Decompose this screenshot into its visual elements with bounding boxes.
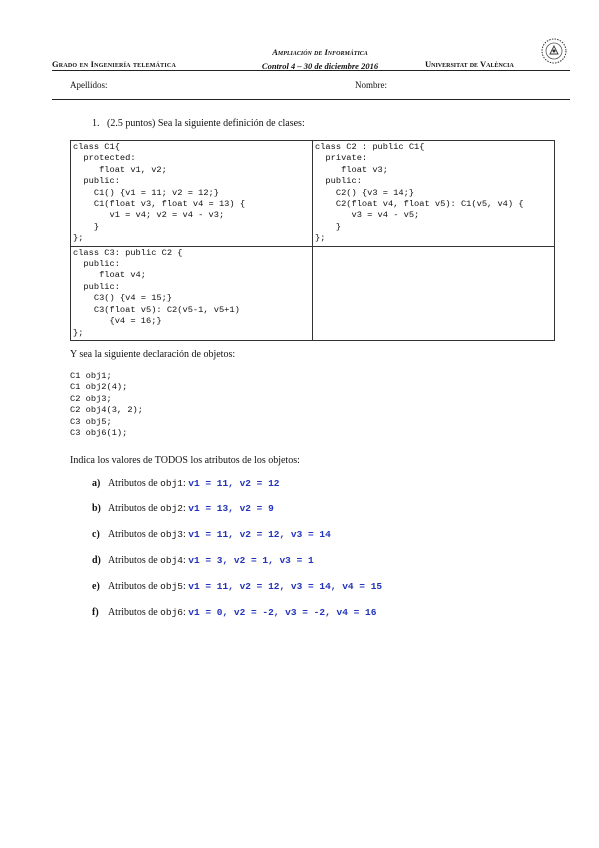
answer-letter: e) — [92, 581, 100, 592]
declarations-intro: Y sea la siguiente declaración de objetos: — [70, 349, 236, 360]
answer-object: obj4 — [160, 555, 183, 566]
answer-object: obj5 — [160, 581, 183, 592]
answer-object: obj1 — [160, 478, 183, 489]
answer-values: v1 = 13, v2 = 9 — [188, 503, 274, 514]
answer-values: v1 = 3, v2 = 1, v3 = 1 — [188, 555, 314, 566]
question-number: 1. — [92, 118, 100, 129]
object-declarations — [70, 371, 143, 439]
answer-object: obj6 — [160, 607, 183, 618]
empty-cell — [313, 246, 555, 340]
answer-prefix: Atributos de — [107, 529, 158, 540]
question-text: (2.5 puntos) Sea la siguiente definición de clases: — [107, 118, 305, 129]
answer-prefix: Atributos de — [107, 607, 158, 618]
university-seal-icon — [540, 37, 568, 65]
question-title — [92, 118, 305, 129]
answer-prefix: Atributos de — [107, 555, 158, 566]
answer-letter: d) — [92, 555, 101, 566]
answer-object: obj2 — [160, 503, 183, 514]
class-definitions-table — [70, 140, 555, 341]
answer-letter: a) — [92, 478, 101, 489]
name-label: Nombre: — [355, 80, 387, 90]
university-name: Universitat de València — [425, 59, 514, 69]
answer-f: f) Atributos de obj6: v1 = 0, v2 = -2, v3 = -2, v4 = 16 — [92, 607, 377, 618]
answer-values: v1 = 11, v2 = 12, v3 = 14, v4 = 15 — [188, 581, 383, 592]
answer-c: c) Atributos de obj3: v1 = 11, v2 = 12, v3 = 14 — [92, 529, 331, 540]
exam-title: Control 4 – 30 de diciembre 2016 — [261, 61, 379, 71]
header-rule — [52, 70, 570, 71]
answer-values: v1 = 11, v2 = 12 — [188, 478, 280, 489]
fields-rule — [52, 99, 570, 100]
answer-b: b) Atributos de obj2: v1 = 13, v2 = 9 — [92, 503, 274, 514]
exam-header — [240, 45, 400, 73]
class-c2-cell — [313, 141, 555, 247]
answer-object: obj3 — [160, 529, 183, 540]
answers-intro: Indica los valores de TODOS los atributos de los objetos: — [70, 455, 300, 466]
surname-label: Apellidos: — [70, 80, 108, 90]
answer-prefix: Atributos de — [107, 478, 158, 489]
class-c3-code: class C3: public C2 { public: float v4; public: C3() {v4 = 15;} C3(float v5): C2(v5-1, v5+1) {v4 = 16;} }; — [73, 247, 240, 338]
answer-e: e) Atributos de obj5: v1 = 11, v2 = 12, v3 = 14, v4 = 15 — [92, 581, 383, 592]
course-title: Ampliación de Informática — [272, 47, 368, 57]
answer-prefix: Atributos de — [107, 503, 158, 514]
answer-letter: c) — [92, 529, 100, 540]
class-c1-cell — [71, 141, 313, 247]
answer-letter: f) — [92, 607, 99, 618]
degree-title: Grado en Ingeniería telemática — [52, 59, 176, 69]
class-c3-cell — [71, 246, 313, 340]
answer-d: d) Atributos de obj4: v1 = 3, v2 = 1, v3 = 1 — [92, 555, 314, 566]
answer-values: v1 = 0, v2 = -2, v3 = -2, v4 = 16 — [188, 607, 377, 618]
declarations-code: C1 obj1; C1 obj2(4); C2 obj3; C2 obj4(3, 2); C3 obj5; C3 obj6(1); — [70, 371, 143, 439]
class-c2-code: class C2 : public C1{ private: float v3; public: C2() {v3 = 14;} C2(float v4, float v5): C1(v5, v4) { v3 = v4 - v5; } }; — [315, 142, 524, 244]
class-c1-code: class C1{ protected: float v1, v2; public: C1() {v1 = 11; v2 = 12;} C1(float v3, float v4 = 13) { v1 = v4; v2 = v4 - v3; } }; — [73, 142, 246, 244]
answer-letter: b) — [92, 503, 101, 514]
answer-values: v1 = 11, v2 = 12, v3 = 14 — [188, 529, 331, 540]
answer-prefix: Atributos de — [107, 581, 158, 592]
answer-a: a) Atributos de obj1: v1 = 11, v2 = 12 — [92, 478, 280, 489]
